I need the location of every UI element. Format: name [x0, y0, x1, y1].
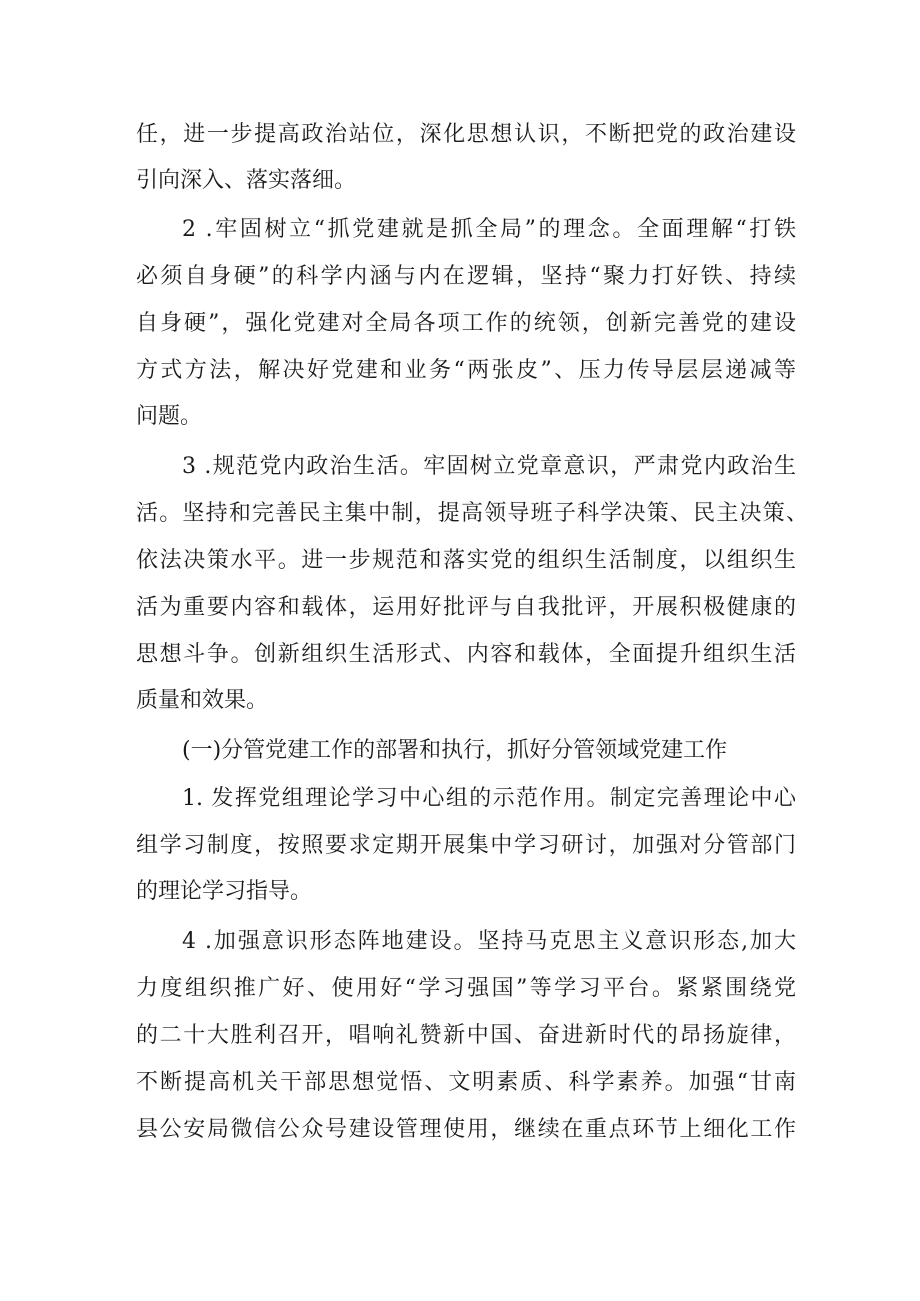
- text-line: 任，进一步提高政治站位，深化思想认识，不断把党的政治建设: [136, 122, 796, 147]
- section-heading: (一)分管党建工作的部署和执行，抓好分管领域党建工作: [182, 738, 728, 763]
- paragraph-start-line: 1. 发挥党组理论学习中心组的示范作用。制定完善理论中心: [182, 786, 796, 811]
- text-line: 活。坚持和完善民主集中制，提高领导班子科学决策、民主决策、: [136, 501, 808, 526]
- text-line: 质量和效果。: [136, 688, 269, 713]
- text-line: 县公安局微信公众号建设管理使用，继续在重点环节上细化工作: [136, 1117, 796, 1142]
- text-line: 自身硬”，强化党建对全局各项工作的统领，创新完善党的建设: [136, 311, 796, 336]
- text-line: 依法决策水平。进一步规范和落实党的组织生活制度，以组织生: [136, 548, 796, 573]
- text-line: 引向深入、落实落细。: [136, 168, 357, 193]
- text-line: 问题。: [136, 404, 203, 429]
- paragraph-start-line: 3 .规范党内政治生活。牢固树立党章意识，严肃党内政治生: [182, 454, 796, 479]
- text-line: 不断提高机关干部思想觉悟、文明素质、科学素养。加强“甘南: [136, 1070, 796, 1095]
- text-line: 的二十大胜利召开，唱响礼赞新中国、奋进新时代的昂扬旋律，: [136, 1023, 796, 1048]
- text-line: 力度组织推广好、使用好“学习强国”等学习平台。紧紧围绕党: [136, 976, 796, 1001]
- text-line: 组学习制度，按照要求定期开展集中学习研讨，加强对分管部门: [136, 833, 796, 858]
- paragraph-start-line: 2 .牢固树立“抓党建就是抓全局”的理念。全面理解“打铁: [182, 217, 796, 242]
- text-line: 必须自身硬”的科学内涵与内在逻辑，坚持“聚力打好铁、持续: [136, 264, 796, 289]
- text-line: 思想斗争。创新组织生活形式、内容和载体，全面提升组织生活: [136, 642, 796, 667]
- paragraph-start-line: 4 .加强意识形态阵地建设。坚持马克思主义意识形态,加大: [182, 929, 796, 954]
- text-line: 活为重要内容和载体，运用好批评与自我批评，开展积极健康的: [136, 595, 796, 620]
- text-line: 方式方法，解决好党建和业务“两张皮”、压力传导层层递减等: [136, 358, 796, 383]
- text-line: 的理论学习指导。: [136, 879, 313, 904]
